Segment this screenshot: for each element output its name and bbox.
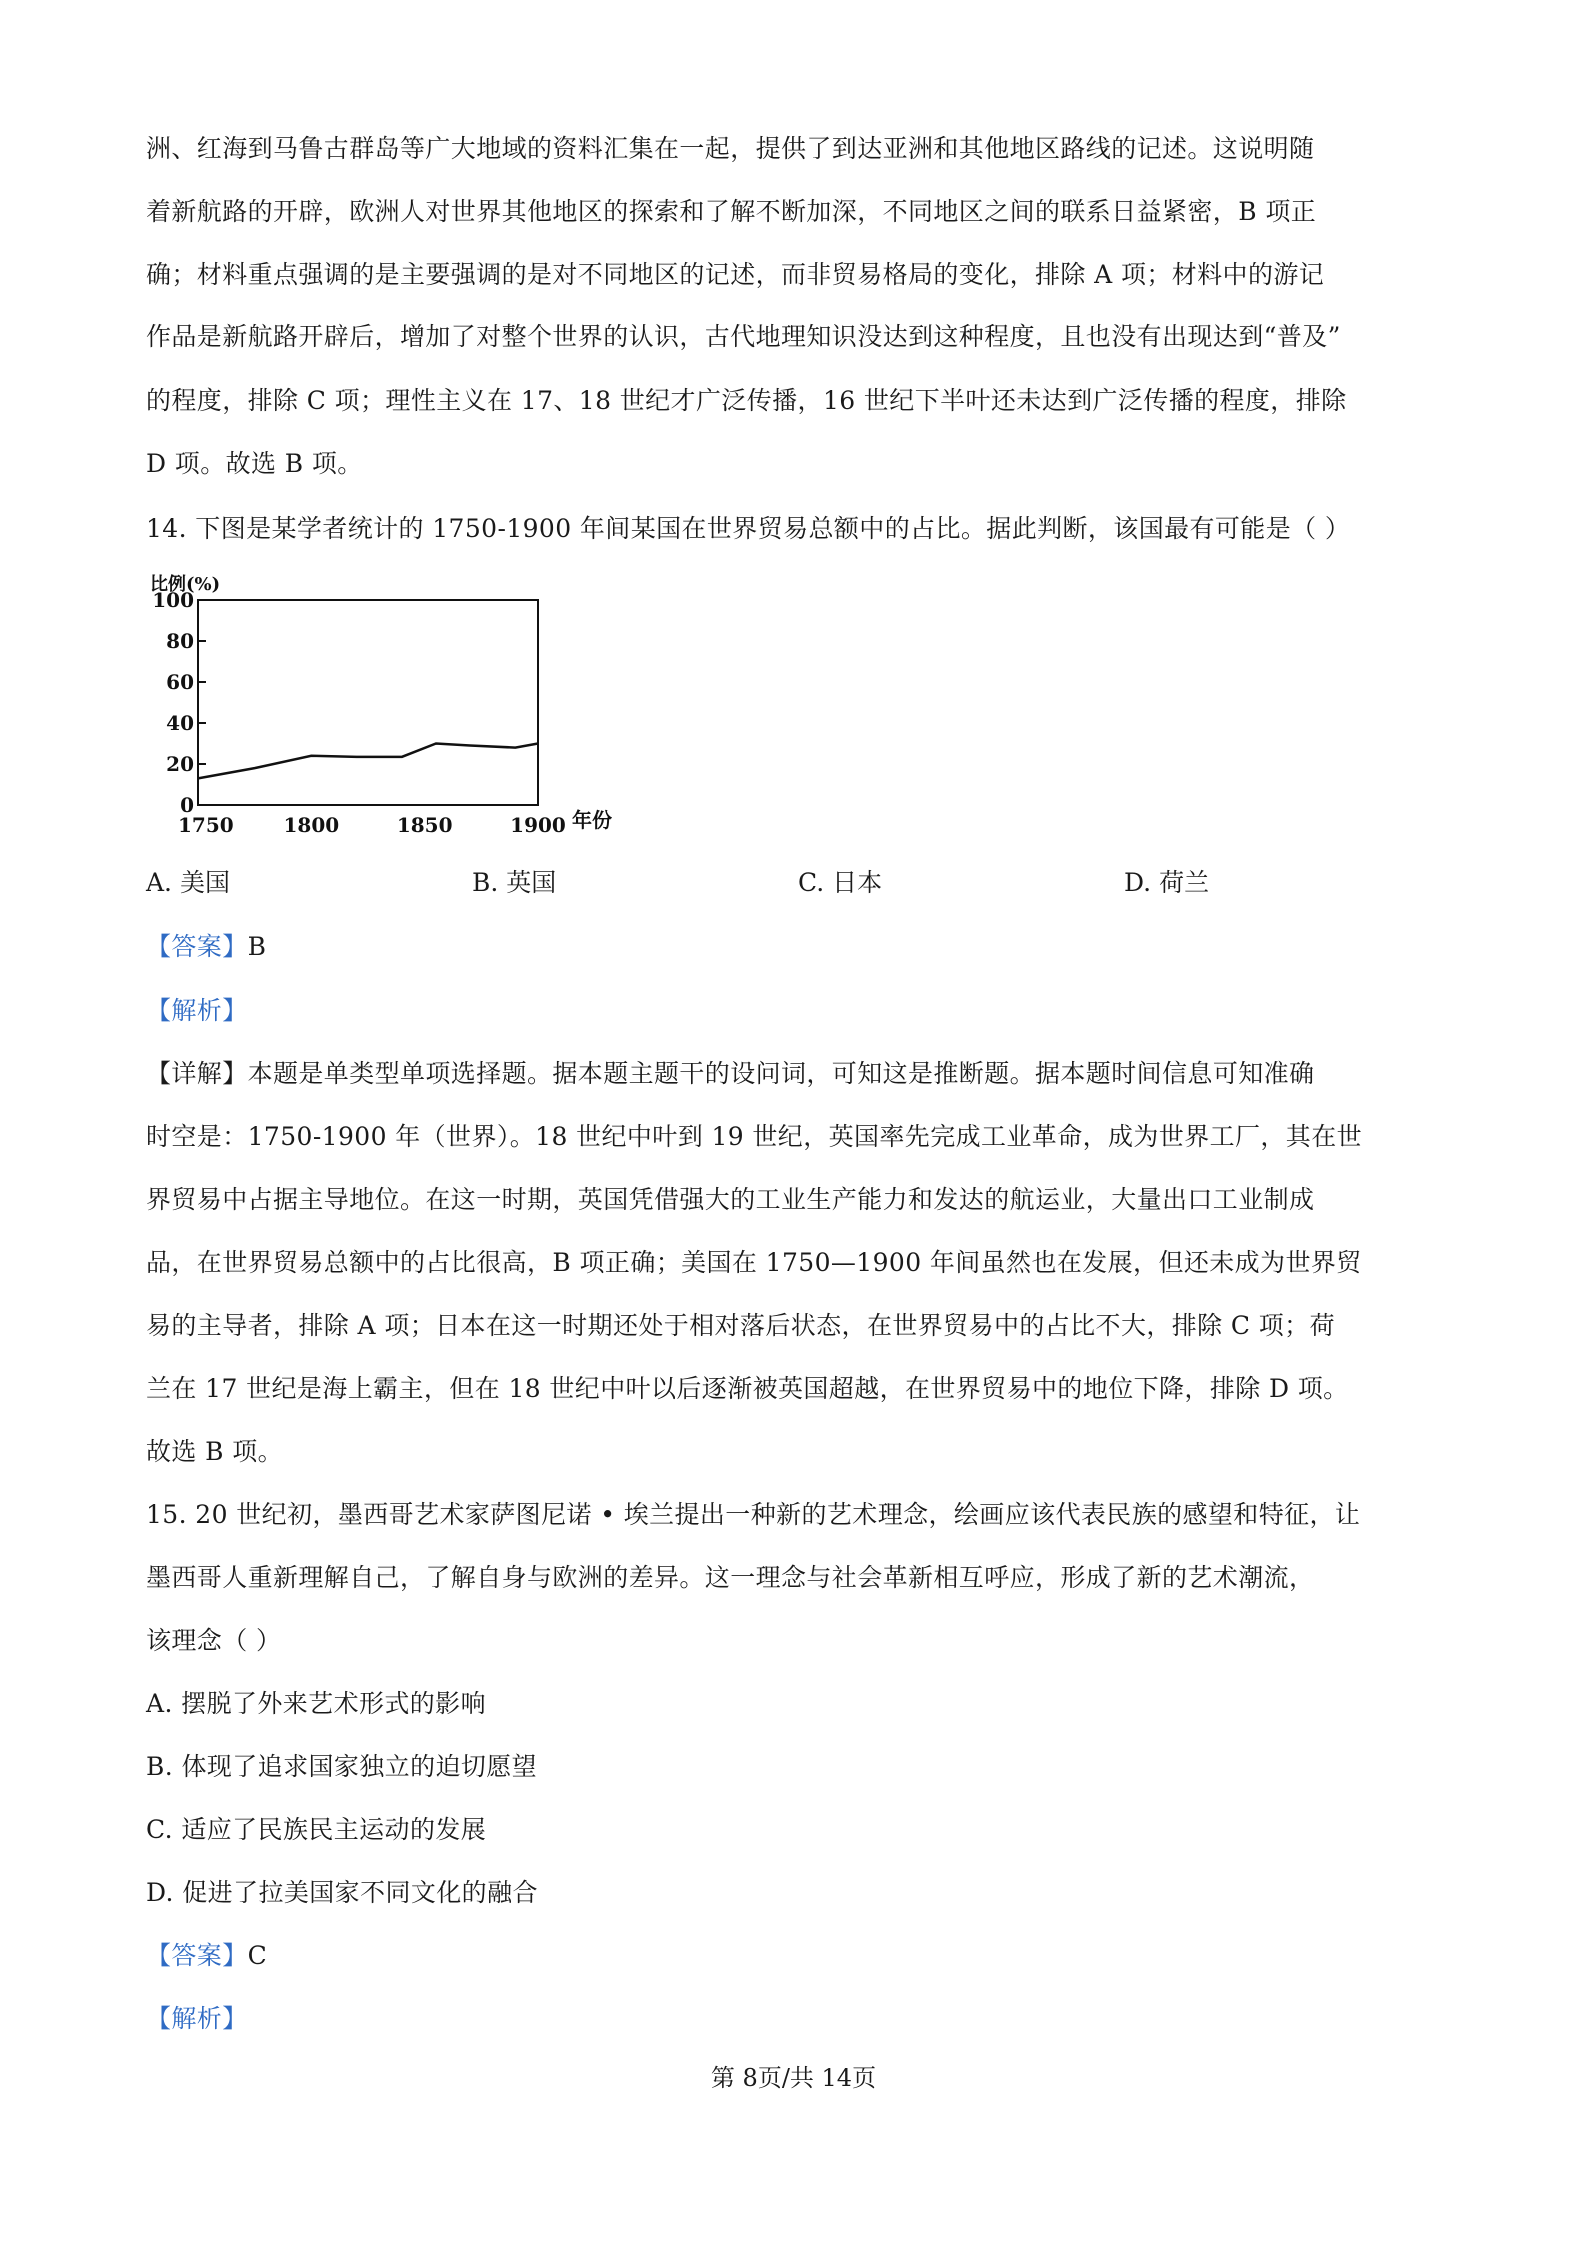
option-b[interactable] <box>146 1748 1446 1785</box>
detail-tag: 【详解】 <box>146 1059 248 1088</box>
plot-frame <box>198 600 538 805</box>
option-label: C. <box>146 1815 173 1844</box>
y-tick-label: 80 <box>166 629 194 653</box>
answer-tag: 【答案】 <box>146 932 248 961</box>
option-c[interactable] <box>146 1811 1446 1848</box>
option-text: 英国 <box>506 868 557 897</box>
option-text: 日本 <box>832 868 883 897</box>
option-label: D. <box>146 1878 174 1907</box>
question-15-stem: 15. 20 世纪初，墨西哥艺术家萨图尼诺 • 埃兰提出一种新的艺术理念，绘画应该代表民族的感望和特征，让 <box>146 1500 1361 1529</box>
question-14-stem: 14. 下图是某学者统计的 1750-1900 年间某国在世界贸易总额中的占比。据此判断，该国最有可能是（ ） <box>146 514 1351 543</box>
page-footer: 第 8页/共 14页 <box>710 2064 877 2092</box>
option-text: 摆脱了外来艺术形式的影响 <box>181 1689 486 1718</box>
analysis-tag: 【解析】 <box>146 996 248 1025</box>
text-line: 该理念（ ） <box>146 1626 282 1655</box>
answer-value: C <box>247 1941 268 1970</box>
option-text: 美国 <box>179 868 230 897</box>
x-tick-label: 1900 <box>510 813 566 837</box>
option-a[interactable] <box>146 1685 1446 1722</box>
option-text: 体现了追求国家独立的迫切愿望 <box>181 1752 538 1781</box>
y-tick-label: 20 <box>166 752 194 776</box>
detail-line <box>146 1055 1446 1092</box>
text-line: 的程度，排除 C 项；理性主义在 17、18 世纪才广泛传播，16 世纪下半叶还未达到广泛传播的程度，排除 <box>146 386 1347 415</box>
text-line: 确；材料重点强调的是主要强调的是对不同地区的记述，而非贸易格局的变化，排除 A 项；材料中的游记 <box>146 260 1325 289</box>
answer-line <box>146 928 1446 965</box>
option-d[interactable] <box>146 1874 1446 1911</box>
text-line: 界贸易中占据主导地位。在这一时期，英国凭借强大的工业生产能力和发达的航运业，大量出口工业制成 <box>146 1185 1315 1214</box>
option-label: B. <box>146 1752 174 1781</box>
text-line: 洲、红海到马鲁古群岛等广大地域的资料汇集在一起，提供了到达亚洲和其他地区路线的记述。这说明随 <box>146 134 1315 163</box>
y-tick-label: 100 <box>152 588 194 612</box>
series-line <box>198 744 538 779</box>
text-line: 墨西哥人重新理解自己，了解自身与欧洲的差异。这一理念与社会革新相互呼应，形成了新的艺术潮流， <box>146 1563 1315 1592</box>
y-tick-label: 60 <box>166 670 194 694</box>
text-line: 兰在 17 世纪是海上霸主，但在 18 世纪中叶以后逐渐被英国超越，在世界贸易中的地位下降，排除 D 项。 <box>146 1374 1349 1403</box>
answer-tag: 【答案】 <box>146 1941 248 1970</box>
text-line: 时空是：1750-1900 年（世界）。18 世纪中叶到 19 世纪，英国率先完成工业革命，成为世界工厂，其在世 <box>146 1122 1363 1151</box>
text-line: 易的主导者，排除 A 项；日本在这一时期还处于相对落后状态，在世界贸易中的占比不大，排除 C 项；荷 <box>146 1311 1335 1340</box>
analysis-line <box>146 992 1446 1029</box>
option-label: A. <box>146 1689 173 1718</box>
text-line: 作品是新航路开辟后，增加了对整个世界的认识，古代地理知识没达到这种程度，且也没有出现达到“普及” <box>146 322 1341 351</box>
option-label: A. <box>146 868 173 897</box>
y-tick-label: 0 <box>180 793 194 817</box>
x-tick-label: 1750 <box>178 813 234 837</box>
x-tick-label: 1800 <box>283 813 340 837</box>
option-label: C. <box>798 868 825 897</box>
option-d[interactable] <box>1124 864 1209 901</box>
option-c[interactable] <box>798 864 882 901</box>
option-b[interactable] <box>472 864 556 901</box>
trade-share-chart <box>140 560 640 860</box>
text-line: 着新航路的开辟，欧洲人对世界其他地区的探索和了解不断加深，不同地区之间的联系日益紧密，B 项正 <box>146 197 1317 226</box>
answer-line <box>146 1937 1446 1974</box>
text-line: 故选 B 项。 <box>146 1437 284 1466</box>
option-label: B. <box>472 868 499 897</box>
text-line: D 项。故选 B 项。 <box>146 449 363 478</box>
detail-text: 本题是单类型单项选择题。据本题主题干的设问词，可知这是推断题。据本题时间信息可知准确 <box>247 1059 1315 1088</box>
option-text: 荷兰 <box>1159 868 1210 897</box>
answer-value: B <box>247 932 267 961</box>
option-text: 促进了拉美国家不同文化的融合 <box>182 1878 538 1907</box>
option-text: 适应了民族民主运动的发展 <box>181 1815 487 1844</box>
y-tick-label: 40 <box>166 711 194 735</box>
x-axis-label: 年份 <box>572 808 612 832</box>
option-a[interactable] <box>146 864 230 901</box>
option-label: D. <box>1124 868 1152 897</box>
analysis-line <box>146 2000 1446 2037</box>
analysis-tag: 【解析】 <box>146 2004 248 2033</box>
x-tick-label: 1850 <box>396 813 453 837</box>
text-line: 品，在世界贸易总额中的占比很高，B 项正确；美国在 1750—1900 年间虽然也在发展，但还未成为世界贸 <box>146 1248 1362 1277</box>
y-axis-label: 比例(%) <box>150 574 221 595</box>
